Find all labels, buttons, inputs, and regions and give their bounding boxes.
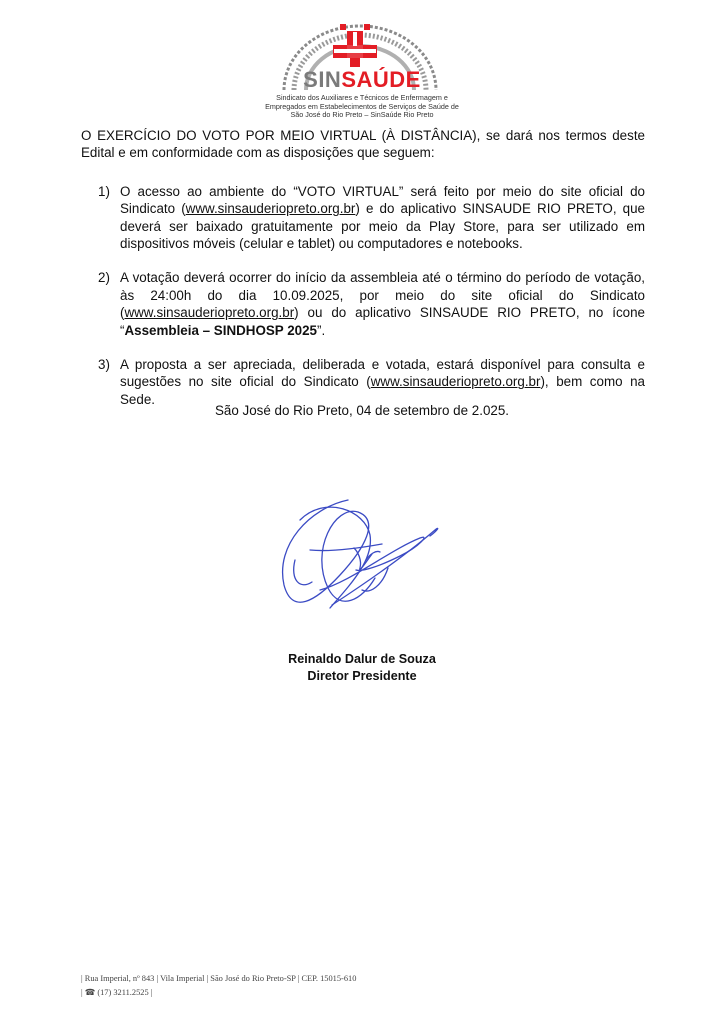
list-item [81,356,645,408]
footer-address: | Rua Imperial, nº 843 | Vila Imperial | São José do Rio Preto-SP | CEP. 15015-610 [81,974,357,983]
site-link[interactable]: www.sinsauderiopreto.org.br [124,305,295,321]
item-text: ) e do aplicativo SINSAUDE RIO PRETO, que deverá ser baixado gratuitamente por meio da Play Store, para ser utilizado em dispositivos móveis (celular e tablet) ou computadores e notebooks. [120,201,646,252]
list-item [81,269,645,339]
footer [81,972,356,999]
item-text: ”. [317,322,326,338]
tagline-line: Empregados em Estabelecimentos de Serviços de Saúde de [265,101,459,111]
item-text: A votação deverá ocorrer do início da assembleia até o término do período de votação, às 24:00h do dia 10.09.2025, por meio do site oficial do Sindicato ( [120,270,645,321]
brand-name [0,67,724,93]
signature-image [270,490,460,640]
signer-block [0,651,724,684]
intro-paragraph: O EXERCÍCIO DO VOTO POR MEIO VIRTUAL (À DISTÂNCIA), se dará nos termos deste Edital e em conformidade com as disposições que seguem: [81,128,645,161]
letterhead [0,0,724,125]
item-text: A proposta a ser apreciada, deliberada e votada, estará disponível para consulta e sugestões no site oficial do Sindicato ( [120,357,645,390]
site-link[interactable]: www.sinsauderiopreto.org.br [185,201,356,217]
tagline-line: Sindicato dos Auxiliares e Técnicos de Enfermagem e [276,93,448,102]
phone-icon: ☎ [84,987,96,997]
item-text: ), bem como na Sede. [120,374,645,407]
item-text: ) ou do aplicativo SINSAUDE RIO PRETO, no ícone “ [120,305,645,338]
signer-name: Reinaldo Dalur de Souza [288,652,436,666]
tagline [0,94,724,120]
item-emphasis: Assembleia – SINDHOSP 2025 [124,322,317,338]
signer-title: Diretor Presidente [307,668,417,683]
item-number: 2) [98,270,110,286]
provisions-list [81,183,645,408]
footer-phone-line [81,986,356,1000]
cross-icon [333,24,377,67]
footer-separator: | [81,987,83,997]
list-item [81,183,645,253]
footer-phone: (17) 3211.2525 | [97,987,153,997]
tagline-line: São José do Rio Preto – SinSaúde Rio Preto [290,110,434,120]
item-number: 1) [98,183,110,199]
brand-suffix: SAÚDE [341,67,421,92]
dateline: São José do Rio Preto, 04 de setembro de 2.025. [214,403,510,418]
item-text: O acesso ao ambiente do “VOTO VIRTUAL” será feito por meio do site oficial do Sindicato ( [120,183,645,217]
brand-prefix: SIN [303,67,342,92]
site-link[interactable]: www.sinsauderiopreto.org.br [370,374,541,390]
document-body [81,127,645,425]
item-number: 3) [98,357,110,373]
